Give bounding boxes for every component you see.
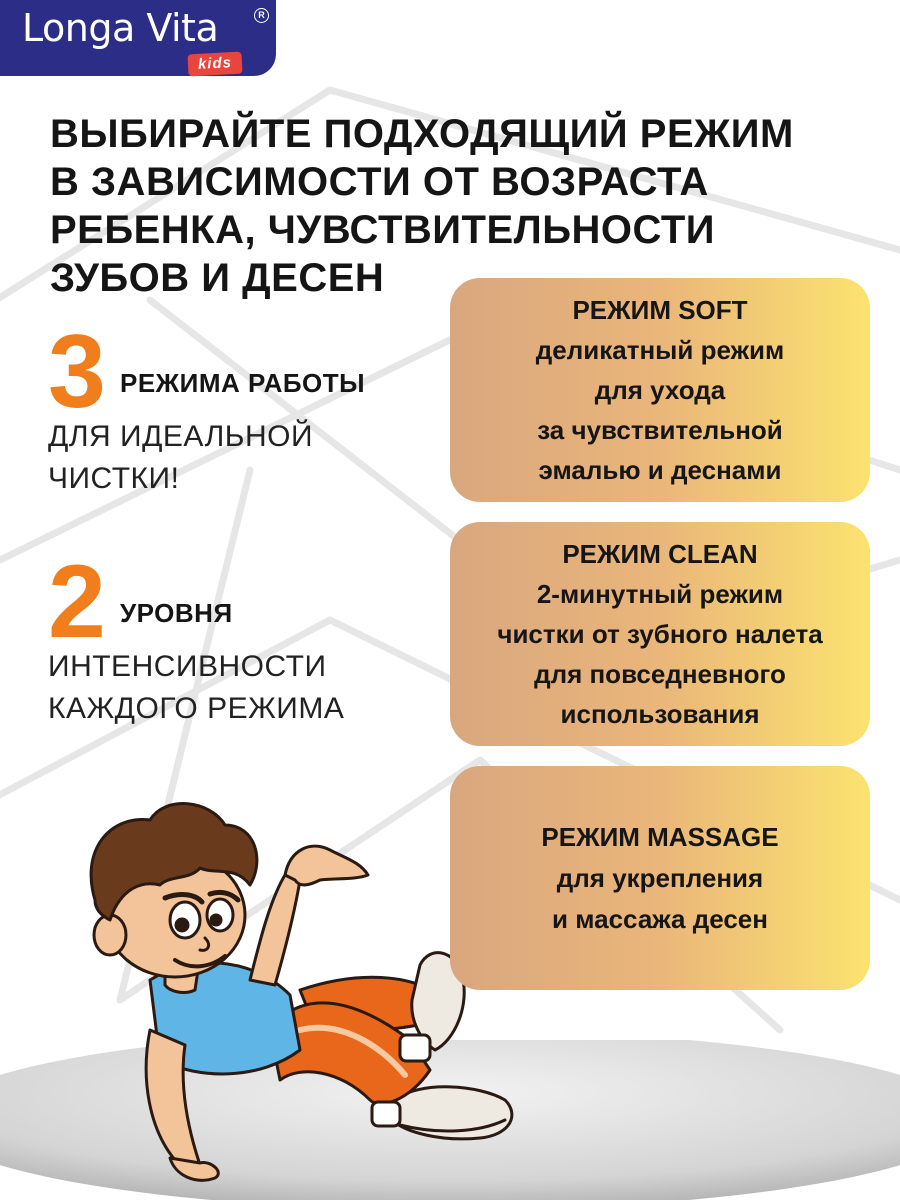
mode-title: РЕЖИМ MASSAGE xyxy=(541,821,779,852)
mode-description-line: для ухода xyxy=(594,375,726,405)
stat-subtext-line: ДЛЯ ИДЕАЛЬНОЙ xyxy=(48,420,314,453)
page-headline xyxy=(50,110,890,302)
stat-subtext-line: ЧИСТКИ! xyxy=(48,462,180,495)
mode-description-line: деликатный режим xyxy=(535,335,785,365)
mode-description-line: чистки от зубного налета xyxy=(497,619,823,649)
stat-subtext-line: ИНТЕНСИВНОСТИ xyxy=(48,650,327,683)
headline-line: ЗУБОВ И ДЕСЕН xyxy=(50,256,385,300)
stat-label: УРОВНЯ xyxy=(120,598,233,628)
mode-description-line: использования xyxy=(560,699,760,729)
mode-card-soft xyxy=(450,278,870,502)
headline-line: РЕБЕНКА, ЧУВСТВИТЕЛЬНОСТИ xyxy=(50,208,716,252)
logo-kids-badge: kids xyxy=(187,52,242,77)
stat-number: 3 xyxy=(48,314,104,430)
mode-description-line: эмалью и деснами xyxy=(538,455,782,485)
mode-description-line: для повседневного xyxy=(534,659,786,689)
stat-subtext xyxy=(48,646,428,730)
mode-description-line: за чувствительной xyxy=(537,415,783,445)
logo-brand-text: Longa Vita xyxy=(22,6,219,50)
mode-description-line: 2-минутный режим xyxy=(536,579,784,609)
stat-label: РЕЖИМА РАБОТЫ xyxy=(120,368,366,398)
stat-subtext xyxy=(48,416,428,500)
brand-logo xyxy=(0,0,276,76)
mode-title: РЕЖИМ CLEAN xyxy=(562,539,758,569)
mode-description-line: для укрепления xyxy=(556,862,764,893)
mode-title: РЕЖИМ SOFT xyxy=(572,295,748,325)
stat-number: 2 xyxy=(48,544,104,660)
registered-mark-icon: R xyxy=(254,8,269,23)
stat-subtext-line: КАЖДОГО РЕЖИМА xyxy=(48,692,345,725)
headline-line: В ЗАВИСИМОСТИ ОТ ВОЗРАСТА xyxy=(50,160,709,204)
headline-line: ВЫБИРАЙТЕ ПОДХОДЯЩИЙ РЕЖИМ xyxy=(50,112,794,156)
mode-description-line: и массажа десен xyxy=(552,903,768,934)
mode-card-massage xyxy=(450,766,870,990)
mode-card-clean xyxy=(450,522,870,746)
